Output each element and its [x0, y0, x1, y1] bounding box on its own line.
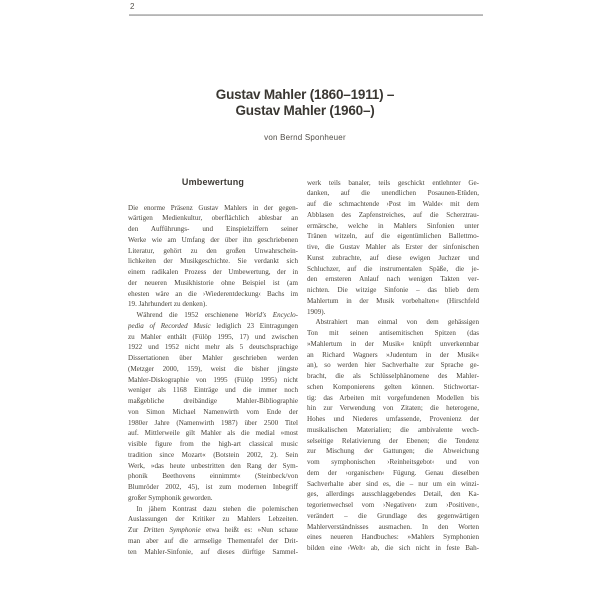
text-line: 19. Jahrhundert zu denken). — [128, 300, 207, 309]
text-line: an), so werden hier Sachverhalte zur Sprache ge- — [307, 361, 479, 370]
text-line: musikalischen Materialien; die ambivalente wech- — [307, 425, 479, 434]
text-line: tegorienwechsel vom ›Negativen‹ zum ›Positiven‹, — [307, 501, 479, 509]
header-rule — [129, 14, 483, 16]
section-heading: Umbewertung — [181, 177, 245, 187]
text-line: »Mahlertum in der Musik« knüpft unverkennbar — [307, 339, 479, 348]
text-line: an Richard Wagners »Judentum in der Musik« — [307, 350, 479, 359]
text-line: vom symphonischen ›Reinheitsgebot‹ und von — [307, 458, 479, 466]
text-line: Dissertationen über Mahler geschrieben werden — [128, 354, 298, 362]
text-line: Während die 1952 erschienene World's Encyclo- — [136, 311, 298, 319]
text-line: pedia of Recorded Music lediglich 23 Eintragungen — [128, 321, 298, 330]
text-line: Blumröder 2002, 45), ist zum modernen Inbegriff — [128, 483, 298, 491]
text-line: großer Symphonik geworden. — [128, 493, 213, 502]
text-line: visible figure from the high-art classical music — [128, 440, 298, 448]
text-line: In jähem Kontrast dazu stehen die polemischen — [136, 504, 298, 513]
text-line: einem radikalen Prozess der Umbewertung, der in — [128, 268, 298, 276]
text-line: tradition since Mozart« (Botstein 2002, 2). Sein — [128, 450, 298, 459]
text-line: Schluchzer, auf die instrumentalen Späße, die je- — [307, 264, 479, 273]
text-line: tig: das Arbeiten mit vorgefundenen Modellen bis — [307, 393, 479, 402]
text-line: Kunst zubrachte, auf diese ewigen Juchzer und — [307, 253, 479, 262]
text-line: 1980er Jahre (Namenwirth 1987) über 2500 Titel — [128, 418, 298, 427]
text-line: danken, auf die unendlichen Posaunen-Etüden, — [307, 189, 479, 198]
text-line: wärtigen Medienkultur, oberflächlich ablesbar an — [128, 214, 298, 223]
text-line: maßgebliche dreibändige Mahler-Bibliographie — [128, 397, 298, 405]
text-line: Mahler-Diskographie von 1995 (Fülöp 1995) nicht — [128, 375, 298, 384]
text-line: den Aufführungs- und Einspielziffern seiner — [128, 225, 298, 233]
text-line: man aber auf die armselige Thementafel der Drit- — [128, 536, 298, 545]
text-line: bilden eine ›Welt‹ ab, die sich nicht in feste Bah- — [307, 544, 479, 552]
text-line: Mahlertum in der Musik vorbehalten« (Hirschfeld — [307, 296, 479, 305]
text-line: lichkeiten der Musikgeschichte. Sie verdankt sich — [128, 257, 298, 266]
text-line: Die enorme Präsenz Gustav Mahlers in der gegen- — [128, 203, 298, 212]
text-line: eines neueren Handbuches: »Mahlers Symphonien — [307, 533, 479, 542]
article-title-line1: Gustav Mahler (1860–1911) – — [215, 87, 395, 102]
text-line: Sachverhalte aber sind es, die – nur um ein winzi- — [307, 479, 479, 488]
text-line: ten Mahler-Sinfonie, auf dieses dürftige Sammel- — [128, 547, 298, 556]
title-block — [128, 87, 482, 142]
text-line: dem der ›organischen‹ Fügung. Genau dieselben — [307, 468, 479, 477]
text-line: Hohes und Niederes umfassende, Provenienz der — [307, 415, 479, 423]
text-line: auf die schmachtende ›Post im Walde‹ mit dem — [307, 200, 479, 208]
left-column — [128, 177, 298, 557]
text-line: Mahlerverständnisses ausmachen. In den Worten — [307, 522, 479, 531]
byline: von Bernd Sponheuer — [264, 133, 346, 142]
text-line: zur Mischung der Gattungen; die Abweichung — [307, 447, 479, 456]
text-line: tive, die Gustav Mahler als Erster der sinfonischen — [307, 243, 479, 251]
text-line: phonik Beethovens einnimmt« (Steinbeck/von — [128, 472, 298, 481]
article-title-line2: Gustav Mahler (1960–) — [235, 102, 375, 118]
text-line: hin zur Verwendung von Zitaten; die heterogene, — [307, 404, 479, 413]
page-number: 2 — [130, 2, 135, 11]
text-line: (Metzger 2000, 159), weist die bisher jüngste — [128, 364, 298, 373]
right-column-lines — [307, 178, 479, 554]
text-line: werk teils banaler, teils geschickt entlehnter Ge- — [307, 178, 479, 187]
text-line: ges, allerdings ausschlaggebendes Detail, den Ka- — [307, 490, 479, 499]
text-line: 1922 und 1952 nicht mehr als 5 deutschsprachige — [128, 343, 298, 352]
text-line: ermärsche, welche in Mahlers Sinfonien unter — [307, 221, 479, 230]
text-line: der neueren Musikhistorie ohne Beispiel ist (am — [128, 278, 298, 287]
text-line: Abstrahiert man einmal von dem gehässigen — [315, 318, 479, 327]
text-line: zu Mahler enthält (Fülöp 1995, 17) und zwischen — [128, 332, 298, 341]
left-column-lines — [128, 203, 298, 558]
text-line: bracht, die als Schlüsselphänomene des Mahler- — [307, 372, 479, 380]
text-line: verändert – die Grundlage des gegenwärtigen — [307, 511, 479, 520]
text-line: Tränen witzeln, auf die eigentümlichen Ballettmo- — [307, 232, 479, 241]
text-line: nichten. Die witzige Sinfonie – das blieb dem — [307, 286, 479, 294]
text-line: auf. Mittlerweile gilt Mahler als die medial »most — [128, 429, 298, 438]
text-line: 1909). — [307, 307, 326, 316]
text-line: Abblasen des Zapfenstreiches, auf die Scherztrau- — [307, 210, 479, 219]
text-line: von Simon Michael Namenwirth vom Ende der — [128, 407, 298, 416]
text-line: weniger als 1168 Einträge und die immer noch — [128, 386, 298, 395]
right-column — [307, 178, 479, 554]
text-line: den ernsteren Anlauf nach wenigen Takten ver- — [307, 275, 479, 284]
text-line: Ton mit seinen antisemitischen Spitzen (das — [307, 329, 479, 337]
text-line: ehesten wäre an die ›Wiederentdeckung‹ Bachs im — [128, 289, 298, 298]
text-line: Literatur, gehört zu den großen Unwahrschein- — [128, 246, 298, 255]
text-line: schen Komponierens gelten können. Stichwortar- — [307, 382, 479, 391]
text-line: Werke wie am Umfang der über ihn geschriebenen — [128, 235, 298, 244]
text-line: Werk, »das heute unbestritten den Rang der Sym- — [128, 461, 298, 470]
text-line: selseitige Relativierung der Ebenen; die Tendenz — [307, 436, 479, 445]
text-line: Auslassungen der Kritiker zu Mahlers Lebzeiten. — [128, 515, 298, 524]
text-line: Zur Dritten Symphonie etwa heißt es: »Nun schaue — [128, 526, 298, 534]
